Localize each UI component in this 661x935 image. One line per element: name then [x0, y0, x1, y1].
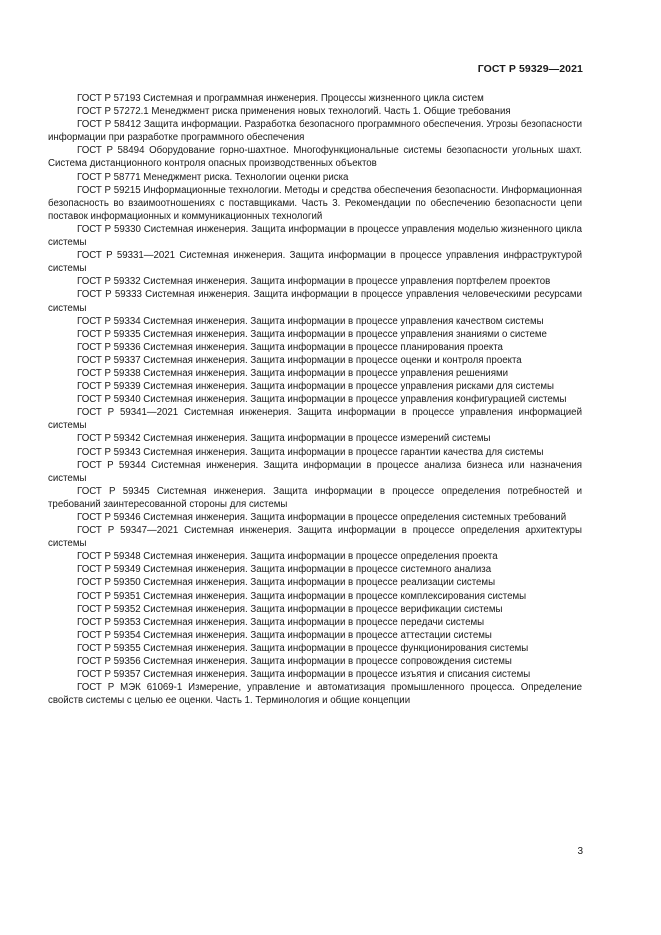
reference-entry: ГОСТ Р 58771 Менеджмент риска. Технологии оценки риска [77, 171, 349, 183]
reference-entry: ГОСТ Р 59348 Системная инженерия. Защита информации в процессе определения проекта [77, 551, 498, 563]
reference-entry: ГОСТ Р 59330 Системная инженерия. Защита информации в процессе управления моделью жизненного цикла системы [48, 223, 582, 249]
reference-entry: ГОСТ Р 59357 Системная инженерия. Защита информации в процессе изъятия и списания системы [77, 669, 531, 681]
reference-entry: ГОСТ Р 59355 Системная инженерия. Защита информации в процессе функционирования системы [77, 642, 529, 654]
reference-entry: ГОСТ Р 59349 Системная инженерия. Защита информации в процессе системного анализа [77, 564, 492, 576]
page-number: 3 [577, 846, 583, 857]
reference-entry: ГОСТ Р 59334 Системная инженерия. Защита информации в процессе управления качеством системы [77, 315, 544, 327]
reference-entry: ГОСТ Р 59347—2021 Системная инженерия. Защита информации в процессе определения архитектуры системы [48, 525, 582, 550]
reference-entry: ГОСТ Р 59344 Системная инженерия. Защита информации в процессе анализа бизнеса или назначения системы [48, 459, 582, 484]
reference-entry: ГОСТ Р 59333 Системная инженерия. Защита информации в процессе управления человеческими ресурсами системы [48, 289, 582, 314]
reference-entry: ГОСТ Р 59350 Системная инженерия. Защита информации в процессе реализации системы [77, 577, 496, 589]
reference-entry: ГОСТ Р 59336 Системная инженерия. Защита информации в процессе планирования проекта [77, 341, 503, 353]
reference-entry: ГОСТ Р 59215 Информационные технологии. Методы и средства обеспечения безопасности. Информационная безопасность во взаимоотношениях с поставщиками. Часть 3. Рекомендации по обеспечению безопасности цепи поставок информационных и коммуникационных технологий [48, 184, 582, 222]
reference-entry: ГОСТ Р 59337 Системная инженерия. Защита информации в процессе оценки и контроля проекта [77, 354, 522, 366]
reference-entry: ГОСТ Р 59345 Системная инженерия. Защита информации в процессе определения потребностей и требований заинтересованной стороны для системы [48, 485, 582, 510]
reference-entry: ГОСТ Р 59353 Системная инженерия. Защита информации в процессе передачи системы [77, 616, 485, 628]
reference-entry: ГОСТ Р 58494 Оборудование горно-шахтное. Многофункциональные системы безопасности угольных шахт. Система дистанционного контроля опасных производственных объектов [48, 145, 582, 170]
reference-entry: ГОСТ Р 59339 Системная инженерия. Защита информации в процессе управления рисками для системы [77, 381, 554, 393]
reference-entry: ГОСТ Р 59335 Системная инженерия. Защита информации в процессе управления знаниями о системе [77, 328, 547, 340]
reference-entry: ГОСТ Р 59338 Системная инженерия. Защита информации в процессе управления решениями [77, 367, 509, 379]
reference-entry: ГОСТ Р 59343 Системная инженерия. Защита информации в процессе гарантии качества для системы [77, 446, 544, 458]
reference-entry: ГОСТ Р 57193 Системная и программная инженерия. Процессы жизненного цикла систем [77, 93, 484, 104]
normative-references-list [48, 92, 582, 707]
reference-entry: ГОСТ Р 59341—2021 Системная инженерия. Защита информации в процессе управления информацией системы [48, 407, 582, 432]
reference-entry: ГОСТ Р МЭК 61069-1 Измерение, управление и автоматизация промышленного процесса. Определение свойств системы с целью ее оценки. Часть 1. Терминология и общие концепции [48, 682, 582, 707]
reference-entry: ГОСТ Р 57272.1 Менеджмент риска применения новых технологий. Часть 1. Общие требования [77, 106, 511, 118]
reference-entry: ГОСТ Р 59354 Системная инженерия. Защита информации в процессе аттестации системы [77, 629, 492, 641]
reference-entry: ГОСТ Р 59332 Системная инженерия. Защита информации в процессе управления портфелем проектов [77, 276, 551, 288]
document-header: ГОСТ Р 59329—2021 [477, 63, 583, 75]
reference-entry: ГОСТ Р 59340 Системная инженерия. Защита информации в процессе управления конфигурацией системы [77, 394, 567, 406]
reference-entry: ГОСТ Р 59352 Системная инженерия. Защита информации в процессе верификации системы [77, 603, 503, 615]
reference-entry: ГОСТ Р 59331—2021 Системная инженерия. Защита информации в процессе управления инфраструктурой системы [48, 250, 582, 275]
reference-entry: ГОСТ Р 58412 Защита информации. Разработка безопасного программного обеспечения. Угрозы безопасности информации при разработке программного обеспечения [48, 119, 582, 144]
reference-entry: ГОСТ Р 59351 Системная инженерия. Защита информации в процессе комплексирования системы [77, 590, 527, 602]
reference-entry: ГОСТ Р 59346 Системная инженерия. Защита информации в процессе определения системных требований [77, 512, 567, 523]
reference-entry: ГОСТ Р 59342 Системная инженерия. Защита информации в процессе измерений системы [77, 433, 491, 445]
reference-entry: ГОСТ Р 59356 Системная инженерия. Защита информации в процессе сопровождения системы [77, 656, 512, 668]
